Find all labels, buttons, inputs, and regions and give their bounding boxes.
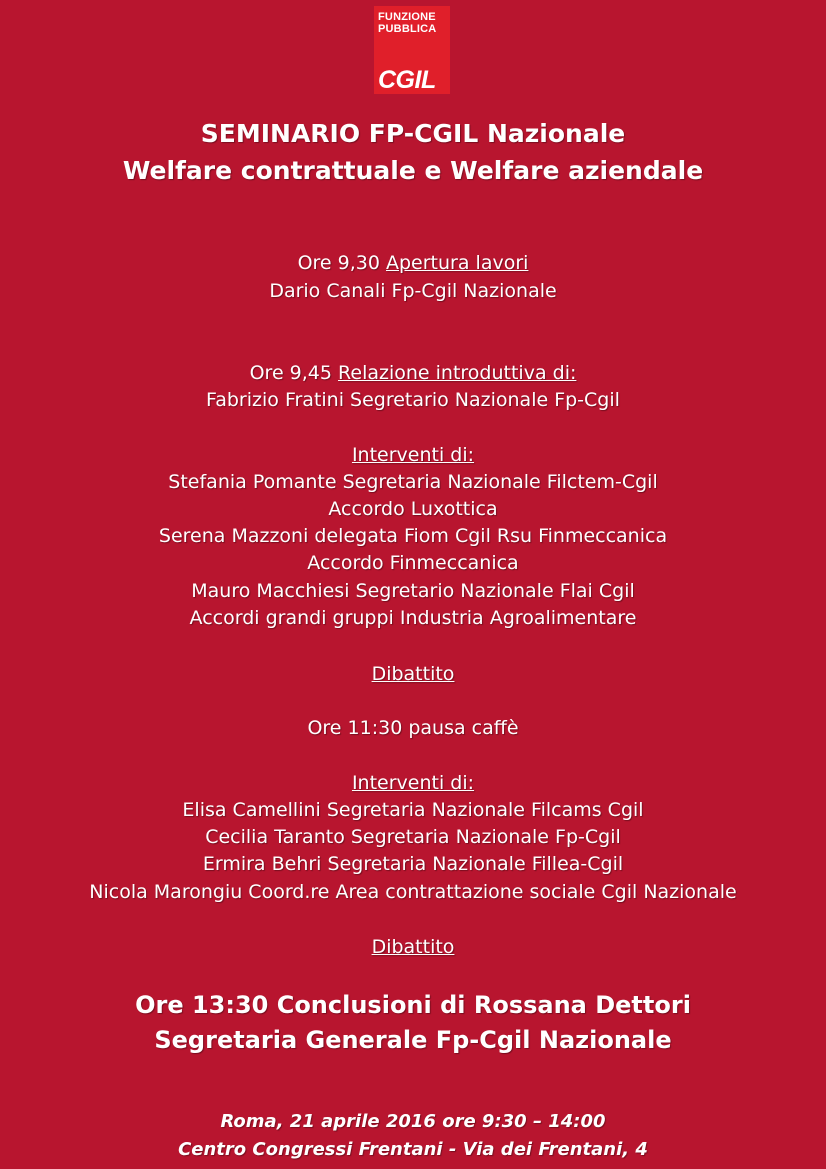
intro-speaker: Fabrizio Fratini Segretario Nazionale Fp-Cgil: [206, 389, 620, 411]
intro-label: Relazione introduttiva di:: [338, 362, 577, 384]
logo-line-funzione: FUNZIONE: [378, 11, 436, 23]
interventi2-item: Ermira Behri Segretaria Nazionale Fillea-Cgil: [202, 853, 624, 875]
interventi1-item: Stefania Pomante Segretaria Nazionale Filctem-Cgil: [168, 471, 658, 493]
opening-time: Ore 9,30: [297, 252, 386, 274]
title-line-1: SEMINARIO FP-CGIL Nazionale: [200, 119, 626, 148]
interventi2-item: Elisa Camellini Segretaria Nazionale Filcams Cgil: [182, 799, 644, 821]
footer-date: Roma, 21 aprile 2016 ore 9:30 – 14:00: [220, 1111, 606, 1132]
cgil-logo: [374, 6, 450, 94]
footer-venue: Centro Congressi Frentani - Via dei Frentani, 4: [178, 1139, 648, 1160]
opening-label: Apertura lavori: [386, 252, 529, 274]
interventi1-item: Mauro Macchiesi Segretario Nazionale Flai Cgil: [191, 580, 635, 602]
interventi2-item: Nicola Marongiu Coord.re Area contrattazione sociale Cgil Nazionale: [89, 881, 737, 903]
interventi1-item: Serena Mazzoni delegata Fiom Cgil Rsu Finmeccanica: [158, 525, 668, 547]
logo-line-cgil: CGIL: [378, 66, 436, 94]
interventi1-item: Accordo Finmeccanica: [307, 552, 519, 574]
dibattito-1: Dibattito: [371, 663, 455, 685]
interventi-heading-1: Interventi di:: [351, 444, 475, 466]
conclusioni-line-2: Segretaria Generale Fp-Cgil Nazionale: [154, 1026, 672, 1054]
logo-line-pubblica: PUBBLICA: [378, 23, 437, 35]
interventi1-item: Accordi grandi gruppi Industria Agroalimentare: [189, 607, 637, 629]
intro-line: [0, 361, 826, 385]
opening-line: [0, 251, 826, 275]
conclusioni-line-1: Ore 13:30 Conclusioni di Rossana Dettori: [135, 991, 691, 1019]
opening-speaker: Dario Canali Fp-Cgil Nazionale: [269, 280, 557, 302]
interventi2-item: Cecilia Taranto Segretaria Nazionale Fp-Cgil: [205, 826, 621, 848]
dibattito-2: Dibattito: [371, 936, 455, 958]
intro-time: Ore 9,45: [249, 362, 339, 384]
pausa-caffe: Ore 11:30 pausa caffè: [307, 717, 519, 739]
interventi-heading-2: Interventi di:: [351, 772, 475, 794]
title-line-2: Welfare contrattuale e Welfare aziendale: [122, 156, 704, 185]
interventi1-item: Accordo Luxottica: [328, 498, 498, 520]
